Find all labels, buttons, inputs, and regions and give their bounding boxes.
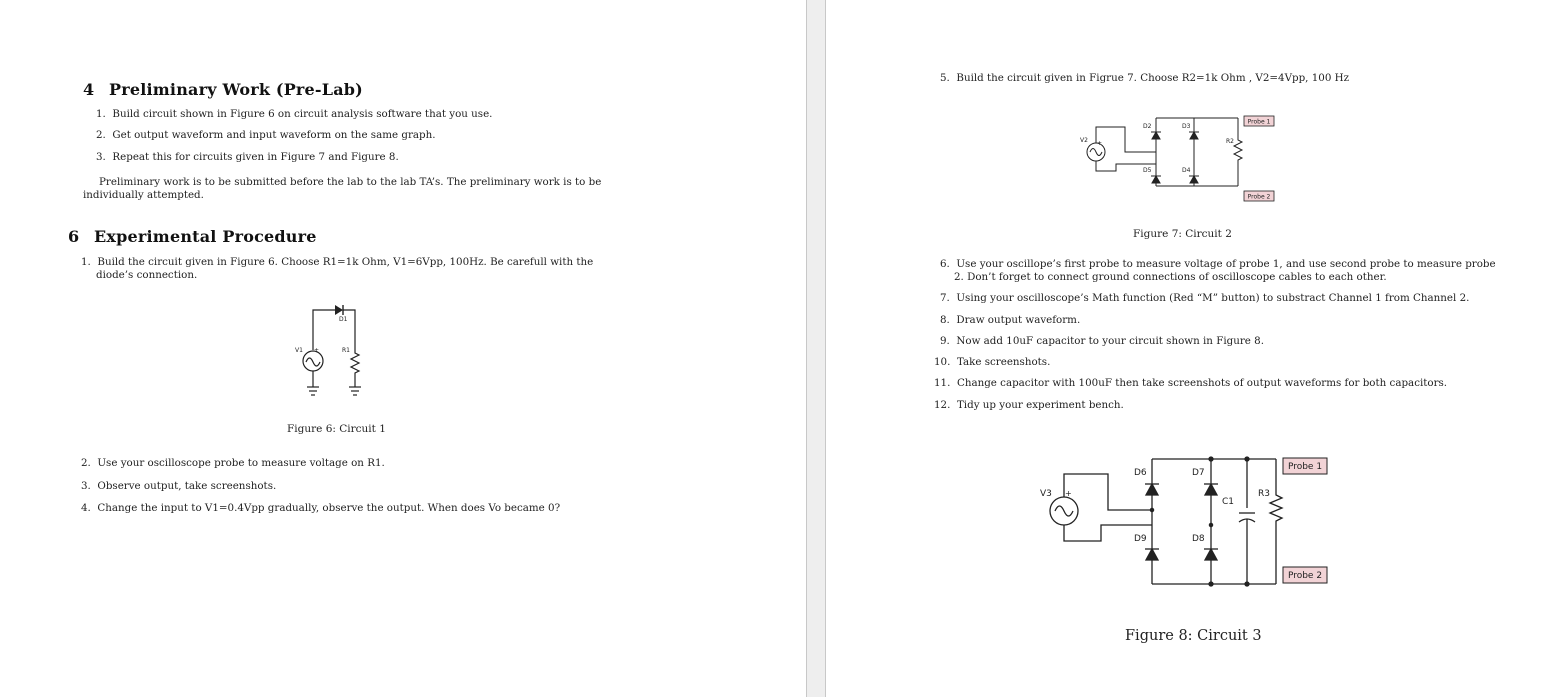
- item-number: 3.: [96, 151, 106, 163]
- item-text: Now add 10uF capacitor to your circuit shown in Figure 8.: [956, 335, 1264, 347]
- prelab-note-line2: individually attempted.: [83, 189, 204, 201]
- item-text: Using your oscilloscope’s Math function (Red “M” button) to substract Channel 1 from Channel 2.: [956, 292, 1470, 304]
- probe-2-box: [1244, 191, 1274, 201]
- list-item: [81, 256, 593, 270]
- probe-2-label: Probe 2: [1287, 571, 1323, 581]
- item-text: Repeat this for circuits given in Figure 7 and Figure 8.: [112, 151, 399, 163]
- item-number: 2.: [81, 457, 91, 469]
- list-item: [81, 457, 385, 471]
- section-title: Experimental Procedure: [94, 227, 317, 246]
- source-label: V1: [295, 347, 303, 354]
- diode-label: D6: [1134, 468, 1147, 478]
- figure-6-caption: Figure 6: Circuit 1: [287, 423, 386, 435]
- probe-1-box: [1244, 116, 1274, 126]
- diode-label: D9: [1134, 534, 1147, 544]
- item-number: 10.: [934, 356, 951, 368]
- section-number: 4: [83, 80, 95, 99]
- plus-label: +: [314, 347, 320, 354]
- item-text: Use your oscillope’s first probe to measure voltage of probe 1, and use second probe to measure probe: [956, 258, 1496, 270]
- figure-6-circuit: [285, 300, 380, 400]
- plus-label: +: [1065, 489, 1072, 498]
- item-text: Build the circuit given in Figure 6. Choose R1=1k Ohm, V1=6Vpp, 100Hz. Be carefull with the: [97, 256, 594, 268]
- item-number: 4.: [81, 502, 91, 514]
- section-number: 6: [68, 227, 80, 246]
- list-item: [96, 129, 436, 143]
- item-number: 7.: [940, 292, 950, 304]
- probe-1-label: Probe 1: [1247, 118, 1271, 126]
- list-item: [96, 151, 399, 165]
- section-6-heading: [68, 227, 317, 246]
- figure-7-caption: Figure 7: Circuit 2: [1133, 228, 1232, 240]
- figure-8-caption: Figure 8: Circuit 3: [1125, 628, 1262, 644]
- item-number: 3.: [81, 480, 91, 492]
- list-item: [940, 258, 1496, 272]
- section-title: Preliminary Work (Pre-Lab): [109, 80, 363, 99]
- list-item: [940, 335, 1264, 349]
- probe-1-label: Probe 1: [1287, 462, 1323, 472]
- item-text: Tidy up your experiment bench.: [956, 399, 1124, 411]
- resistor-label: R3: [1258, 489, 1270, 499]
- item-number: 9.: [940, 335, 950, 347]
- item-text: Build the circuit given in Figrue 7. Choose R2=1k Ohm , V2=4Vpp, 100 Hz: [956, 72, 1350, 84]
- diode-label: D3: [1182, 123, 1191, 130]
- item-number: 11.: [934, 377, 951, 389]
- probe-2-box: [1283, 567, 1327, 583]
- list-item: [940, 72, 1349, 86]
- list-item: [934, 399, 1124, 413]
- item-number: 12.: [934, 399, 951, 411]
- item-text: Change the input to V1=0.4Vpp gradually, observe the output. When does Vo became 0?: [97, 502, 561, 514]
- diode-label: D2: [1143, 123, 1152, 130]
- item-text: Get output waveform and input waveform on the same graph.: [112, 129, 436, 141]
- prelab-note-line1: Preliminary work is to be submitted before the lab to the lab TA’s. The preliminary work is to be: [99, 176, 602, 188]
- diode-label: D5: [1143, 167, 1152, 174]
- list-item: [934, 356, 1050, 370]
- capacitor-label: C1: [1222, 497, 1235, 507]
- item-number: 1.: [96, 108, 106, 120]
- item-text-continued: 2. Don’t forget to connect ground connections of oscilloscope cables to each other.: [954, 271, 1387, 283]
- diode-label: D8: [1192, 534, 1205, 544]
- page-gutter: [806, 0, 826, 697]
- plus-label: +: [1097, 140, 1103, 147]
- source-label: V2: [1080, 137, 1088, 144]
- diode-d1: [335, 305, 343, 315]
- item-text: Draw output waveform.: [956, 314, 1081, 326]
- resistor-label: R1: [342, 347, 350, 354]
- diode-label: D1: [339, 316, 348, 323]
- item-number: 8.: [940, 314, 950, 326]
- section-4-heading: [83, 80, 363, 99]
- probe-1-box: [1283, 458, 1327, 474]
- item-text: Build circuit shown in Figure 6 on circuit analysis software that you use.: [112, 108, 493, 120]
- list-item: [940, 292, 1469, 306]
- list-item: [96, 108, 492, 122]
- diode-label: D7: [1192, 468, 1205, 478]
- list-item: [81, 480, 276, 494]
- source-label: V3: [1040, 489, 1052, 499]
- item-number: 1.: [81, 256, 91, 268]
- list-item: [934, 377, 1447, 391]
- resistor-label: R2: [1226, 138, 1234, 145]
- figure-8-circuit: [1031, 450, 1336, 595]
- item-text: Use your oscilloscope probe to measure voltage on R1.: [97, 457, 385, 469]
- list-item: [81, 502, 560, 516]
- diode-label: D4: [1182, 167, 1191, 174]
- item-number: 2.: [96, 129, 106, 141]
- item-number: 5.: [940, 72, 950, 84]
- item-number: 6.: [940, 258, 950, 270]
- item-text: Change capacitor with 100uF then take screenshots of output waveforms for both capacitors.: [956, 377, 1448, 389]
- right-page: [826, 0, 1562, 697]
- probe-2-label: Probe 2: [1247, 193, 1271, 201]
- item-text-continued: diode’s connection.: [96, 269, 198, 281]
- item-text: Take screenshots.: [956, 356, 1051, 368]
- figure-7-circuit: [1076, 112, 1281, 204]
- item-text: Observe output, take screenshots.: [97, 480, 277, 492]
- list-item: [940, 314, 1080, 328]
